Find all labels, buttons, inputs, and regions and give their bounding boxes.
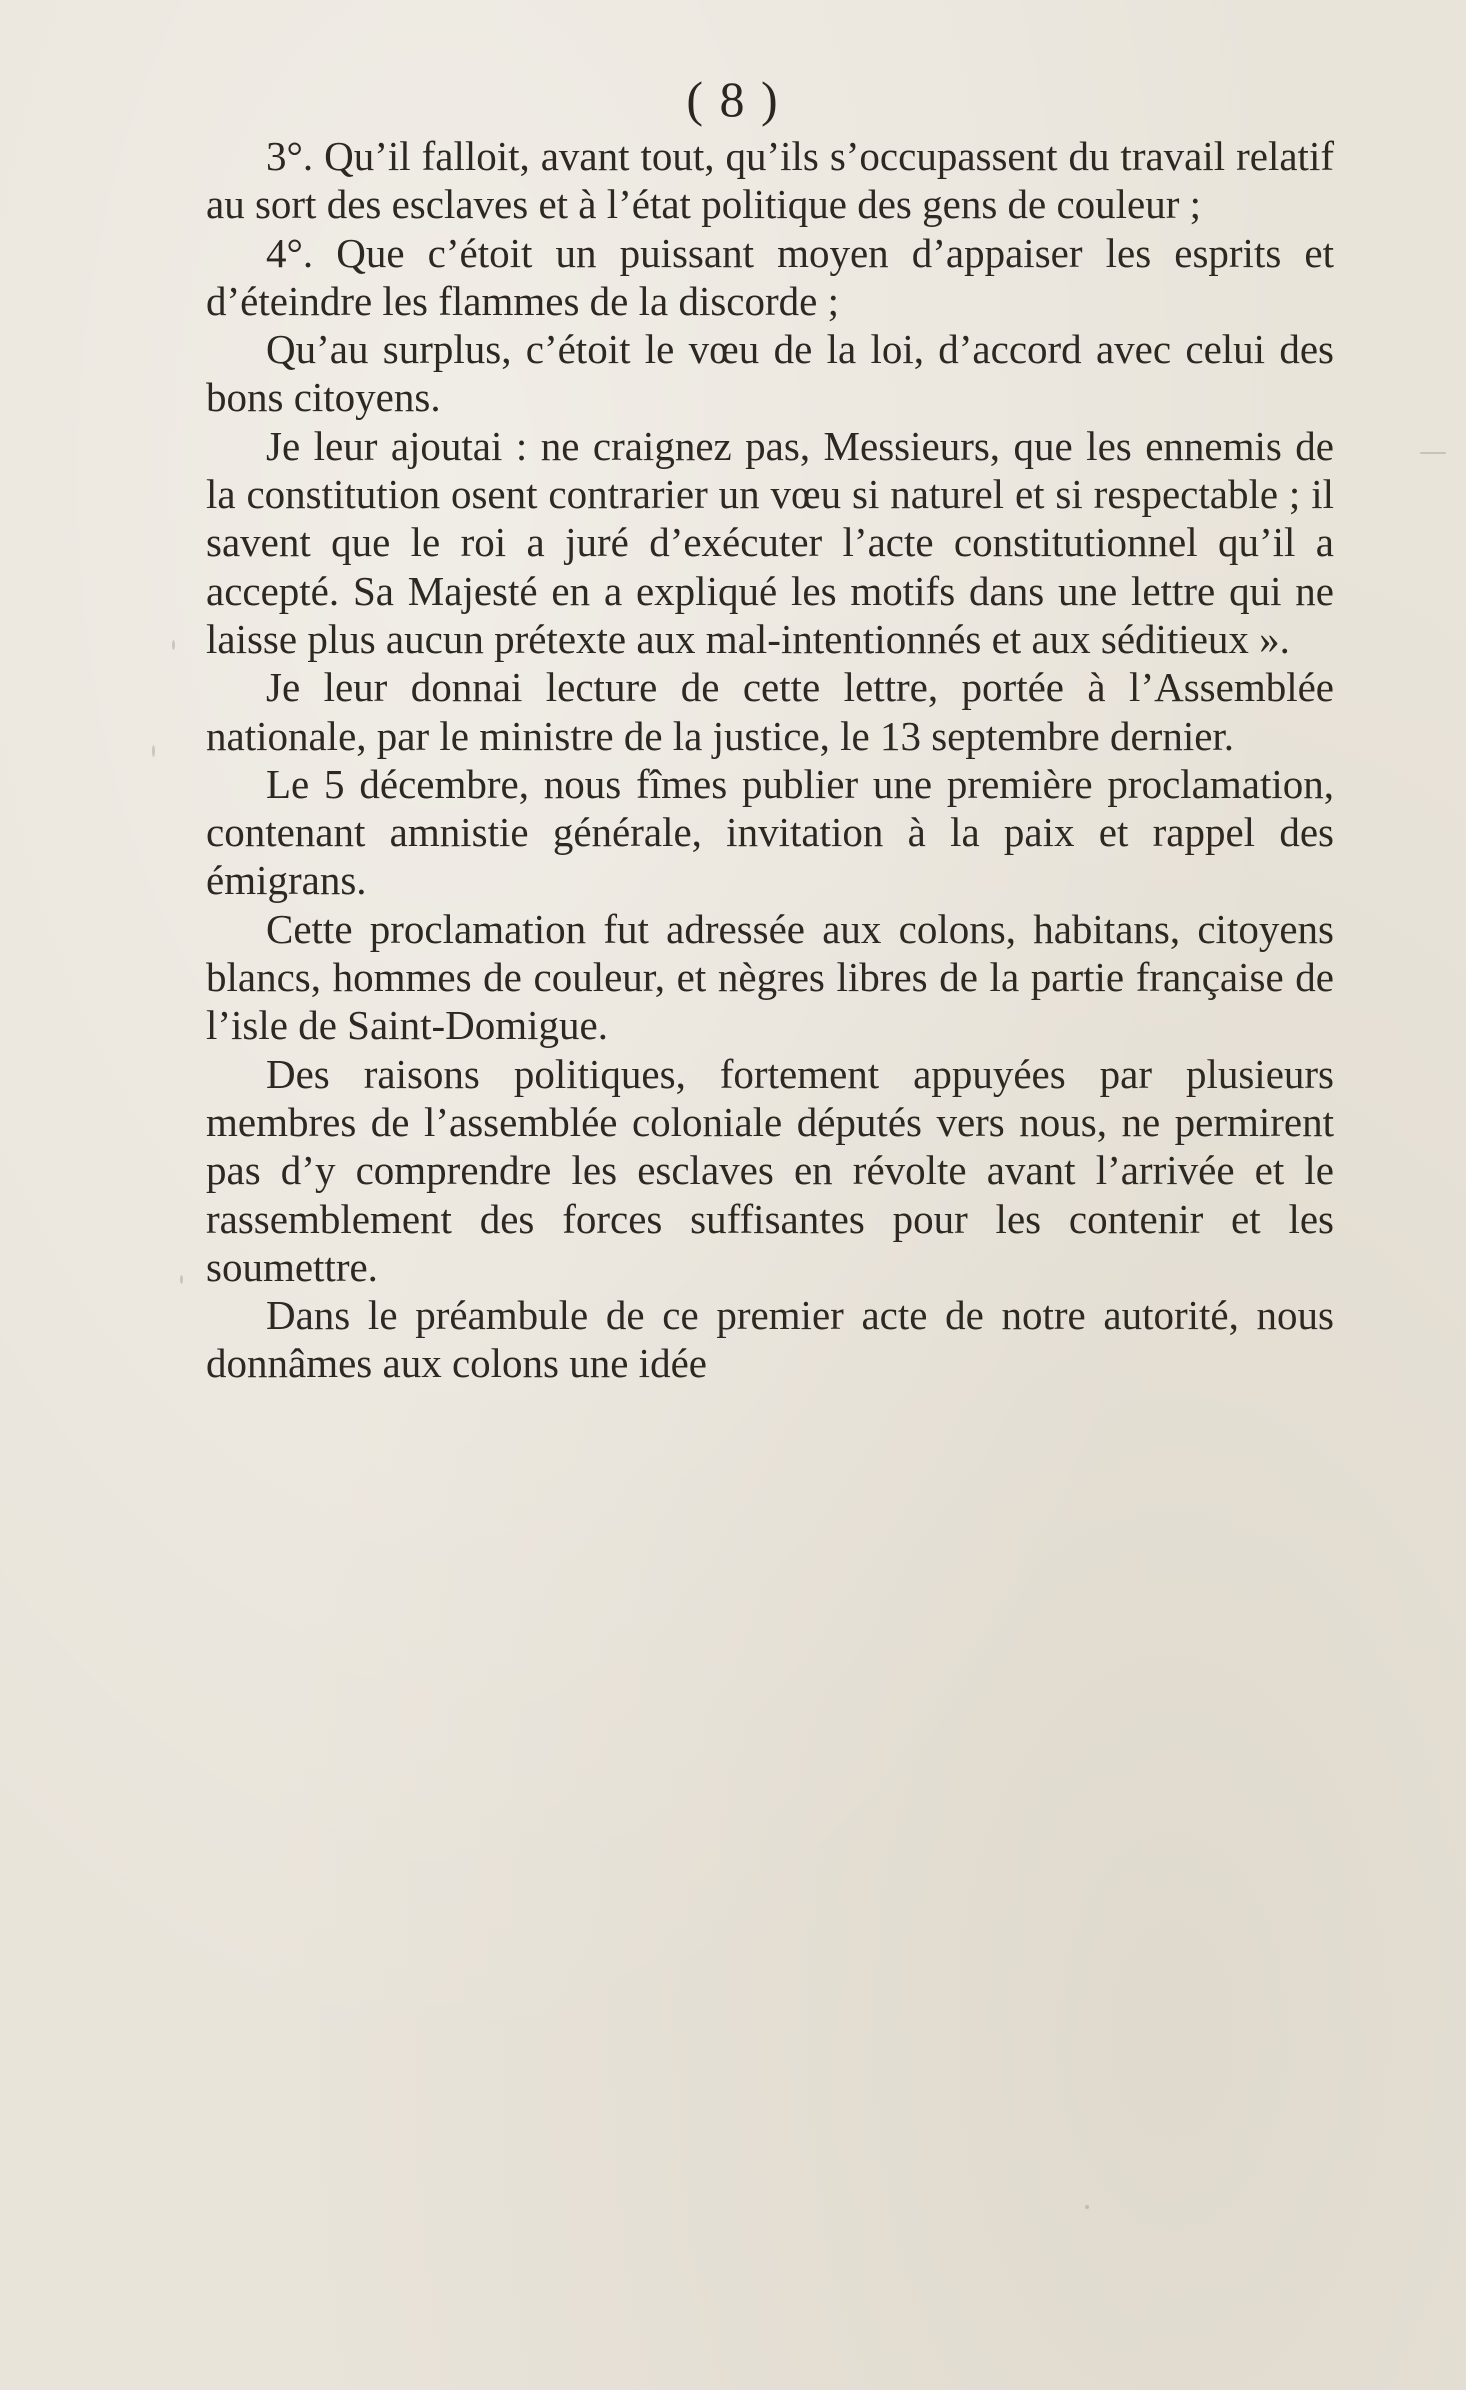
paragraph-surplus: Qu’au surplus, c’étoit le vœu de la loi, d’accord avec celui des bons citoyens. (206, 326, 1334, 421)
paragraph-ajoutai: Je leur ajoutai : ne craignez pas, Messieurs, que les ennemis de la constitution osent contrarier un vœu si naturel et si respectable ; il savent que le roi a juré d’exécuter l’acte constitutionnel qu’il a accepté. Sa Majesté en a expliqué les motifs dans une lettre qui ne laisse plus aucun prétexte aux mal-intentionnés et aux séditieux ». (206, 422, 1334, 662)
page-number: ( 8 ) (686, 71, 780, 127)
paragraph-proclamation: Cette proclamation fut adressée aux colons, habitans, citoyens blancs, hommes de couleur, et nègres libres de la partie française de l’isle de Saint-Domigue. (206, 905, 1334, 1049)
paragraph-5-decembre: Le 5 décembre, nous fîmes publier une première proclamation, contenant amnistie générale, invitation à la paix et rappel des émigrans. (206, 760, 1334, 904)
paragraph-raisons-politiques: Des raisons politiques, fortement appuyées par plusieurs membres de l’assemblée coloniale députés vers nous, ne permirent pas d’y comprendre les esclaves en révolte avant l’arrivée et le rassemblement des forces suffisantes pour les contenir et les soumettre. (206, 1050, 1334, 1290)
paper-speck (1085, 2205, 1089, 2209)
paragraph-4: 4°. Que c’étoit un puissant moyen d’appaiser les esprits et d’éteindre les flammes de la discorde ; (206, 229, 1334, 324)
paper-speck (152, 745, 155, 757)
paper-speck (172, 640, 175, 650)
body-text (206, 132, 1334, 1388)
paragraph-lecture: Je leur donnai lecture de cette lettre, portée à l’Assemblée nationale, par le ministre de la justice, le 13 septembre dernier. (206, 664, 1334, 759)
paper-speck (180, 1275, 183, 1284)
paragraph-3: 3°. Qu’il falloit, avant tout, qu’ils s’occupassent du travail relatif au sort des esclaves et à l’état politique des gens de couleur ; (206, 133, 1334, 228)
paper-speck (1420, 452, 1446, 454)
paragraph-preambule: Dans le préambule de ce premier acte de notre autorité, nous donnâmes aux colons une idée (206, 1292, 1334, 1387)
